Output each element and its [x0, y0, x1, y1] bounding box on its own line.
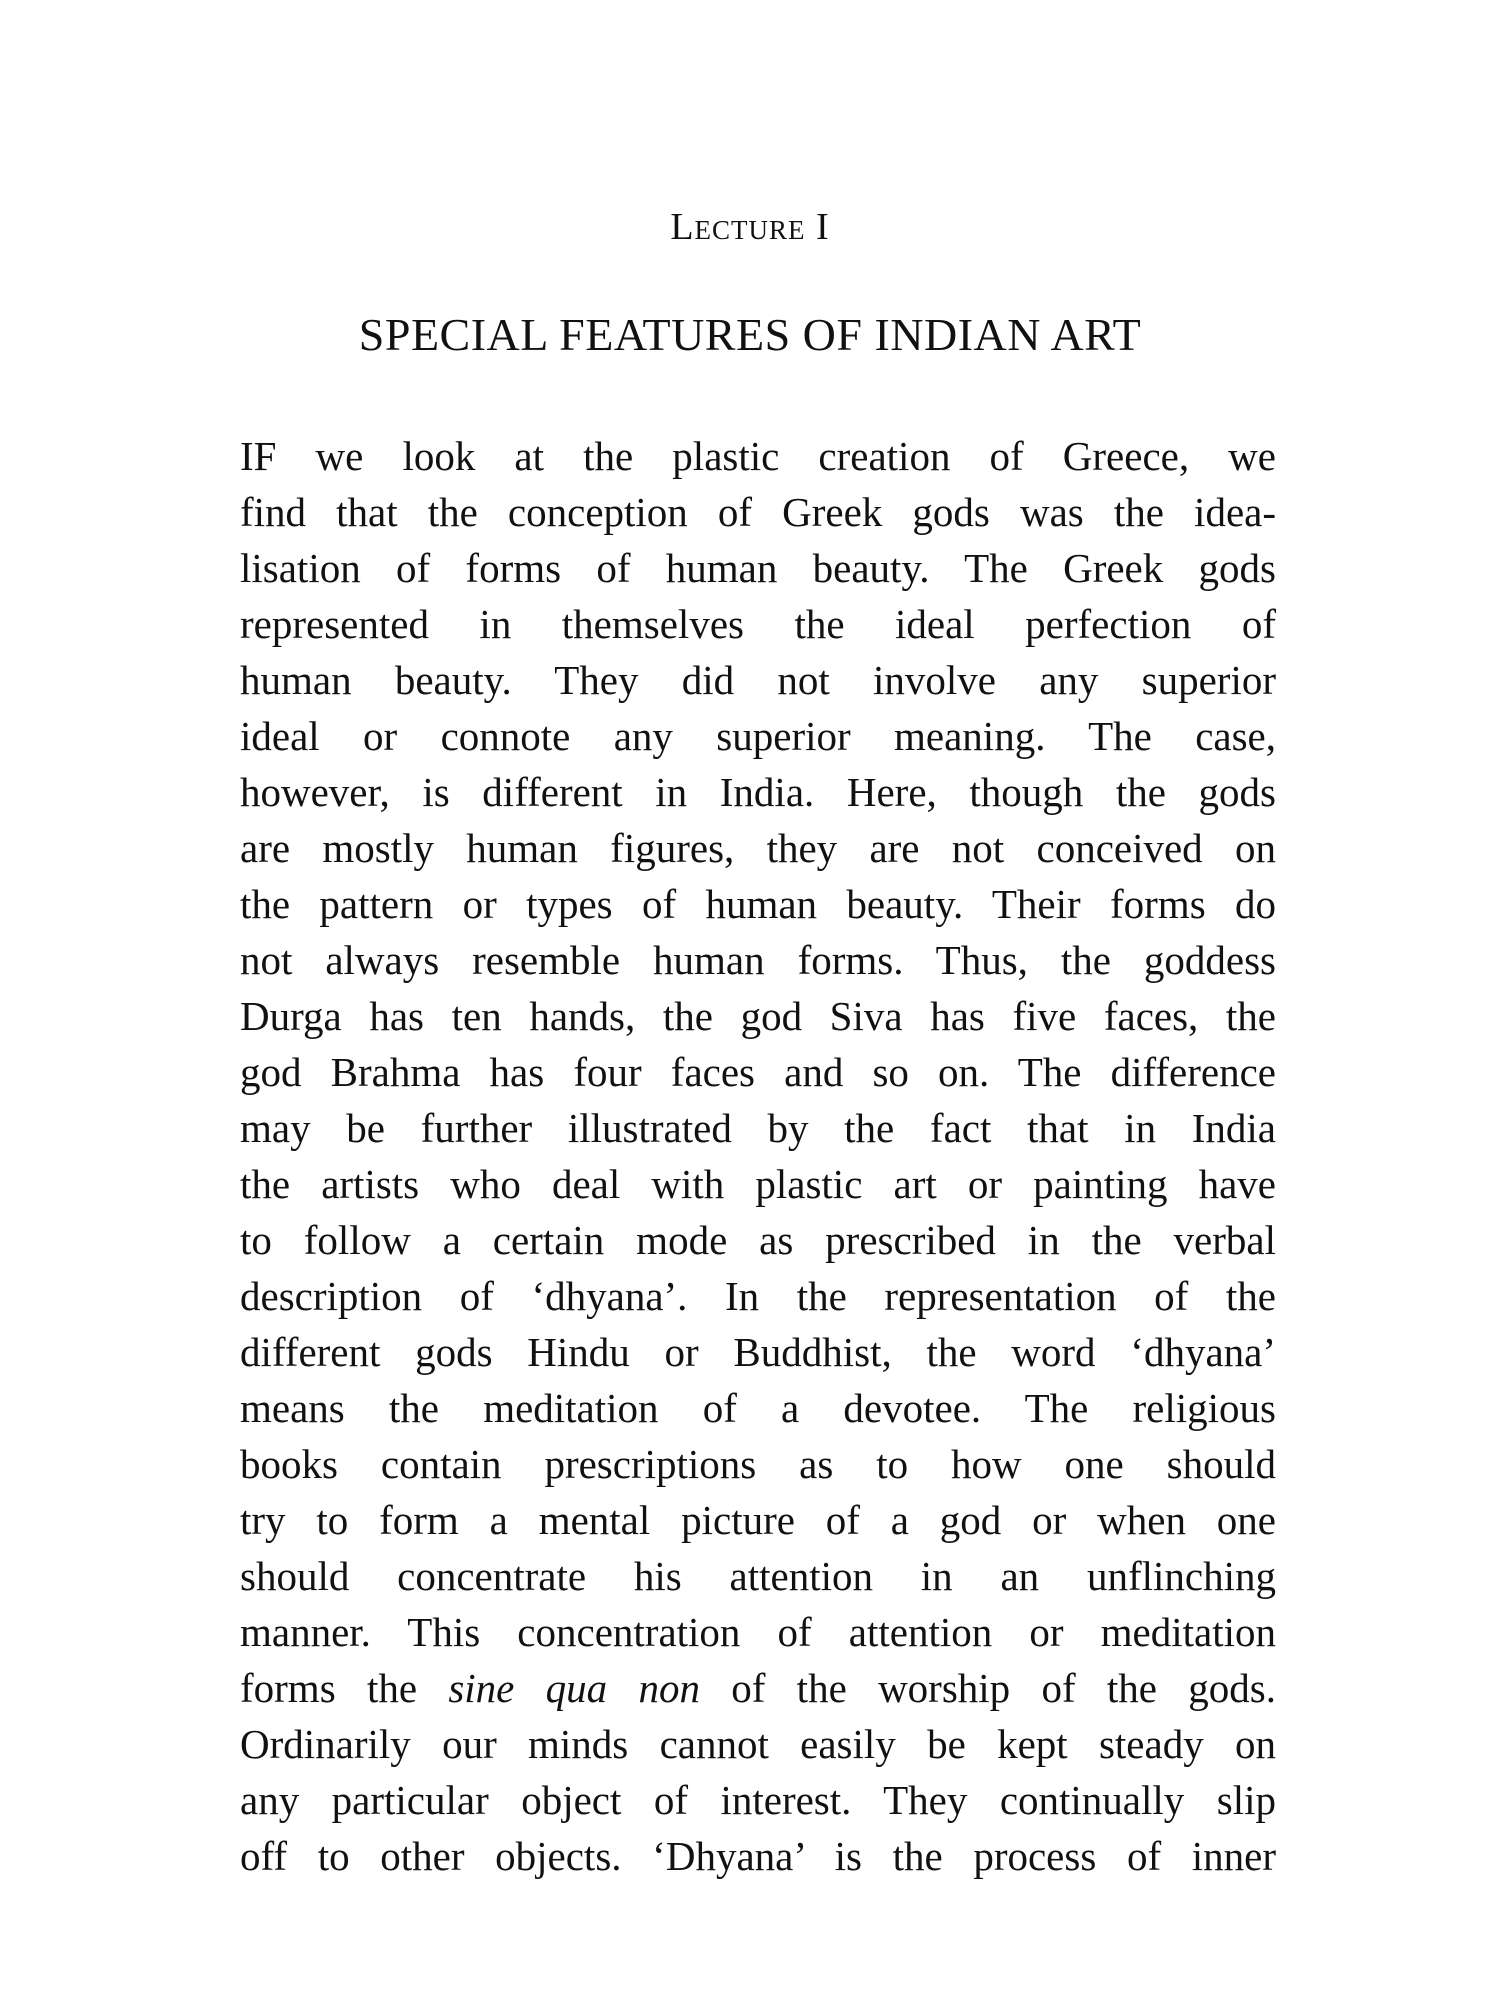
text-line: Durga has ten hands, the god Siva has five faces, the	[240, 993, 1276, 1039]
text-line: the pattern or types of human beauty. Their forms do	[240, 881, 1276, 927]
text-line: represented in themselves the ideal perfection of	[240, 601, 1276, 647]
text-fragment: forms the	[240, 1665, 449, 1711]
text-line: manner. This concentration of attention or meditation	[240, 1609, 1276, 1655]
text-line: find that the conception of Greek gods was the idea-	[240, 489, 1276, 535]
chapter-title: SPECIAL FEATURES OF INDIAN ART	[358, 309, 1142, 360]
text-line: ideal or connote any superior meaning. The case,	[240, 713, 1276, 759]
lecture-heading: Lecture I	[670, 206, 830, 248]
text-line-with-italic	[240, 1660, 1276, 1716]
text-line: IF we look at the plastic creation of Greece, we	[240, 433, 1276, 479]
text-line: off to other objects. ‘Dhyana’ is the process of inner	[240, 1833, 1276, 1879]
text-line: should concentrate his attention in an unflinching	[240, 1553, 1276, 1599]
italic-phrase: sine qua non	[448, 1665, 700, 1711]
text-line: any particular object of interest. They continually slip	[240, 1777, 1276, 1823]
text-line: Ordinarily our minds cannot easily be kept steady on	[240, 1721, 1276, 1767]
text-line: not always resemble human forms. Thus, the goddess	[240, 937, 1276, 983]
text-line: means the meditation of a devotee. The religious	[240, 1385, 1276, 1431]
text-line: the artists who deal with plastic art or painting have	[240, 1161, 1276, 1207]
text-line: try to form a mental picture of a god or when one	[240, 1497, 1276, 1543]
text-line: books contain prescriptions as to how one should	[240, 1441, 1276, 1487]
text-line: god Brahma has four faces and so on. The difference	[240, 1049, 1276, 1095]
text-line: to follow a certain mode as prescribed in the verbal	[240, 1217, 1276, 1263]
text-line: may be further illustrated by the fact that in India	[240, 1105, 1276, 1151]
body-paragraph	[240, 428, 1276, 1884]
text-line: description of ‘dhyana’. In the representation of the	[240, 1273, 1276, 1319]
text-fragment: of the worship of the gods.	[699, 1665, 1276, 1711]
text-line: are mostly human figures, they are not conceived on	[240, 825, 1276, 871]
text-line: however, is different in India. Here, though the gods	[240, 769, 1276, 815]
text-line: different gods Hindu or Buddhist, the word ‘dhyana’	[240, 1329, 1276, 1375]
text-line: lisation of forms of human beauty. The Greek gods	[240, 545, 1276, 591]
text-line: human beauty. They did not involve any superior	[240, 657, 1276, 703]
